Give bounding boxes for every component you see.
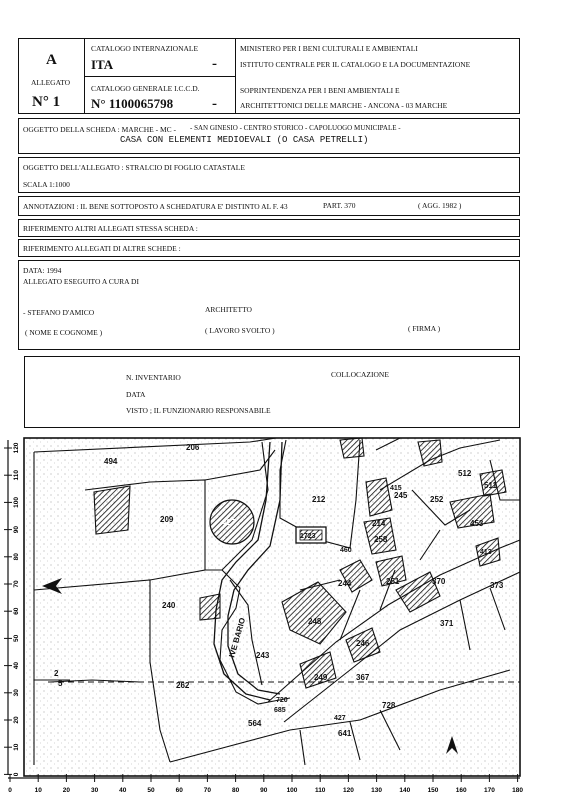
building-240 <box>200 594 220 620</box>
parcel-label: 212 <box>312 495 326 504</box>
ruler-v-label: 20 <box>13 716 20 724</box>
parcel-label: 2 <box>54 669 59 678</box>
parcel-label: 262 <box>176 681 190 690</box>
ruler-v-label: 60 <box>13 607 20 615</box>
parcel-label: 251 <box>386 577 400 586</box>
parcel-label: 1723 <box>300 533 316 540</box>
parcel-label: 641 <box>338 729 352 738</box>
oggetto-scheda-label: OGGETTO DELLA SCHEDA : MARCHE - MC - <box>23 125 176 134</box>
parcel-label: 240 <box>162 601 176 610</box>
parcel-label: 460 <box>340 547 352 554</box>
dash-2: - <box>212 96 217 112</box>
ruler-v-label: 30 <box>13 689 20 697</box>
ruler-h-label: 40 <box>119 787 127 794</box>
ruler-h-label: 170 <box>483 787 495 794</box>
parcel-label: 373 <box>490 581 504 590</box>
cadastral-map <box>0 430 582 800</box>
parcel-label: 246 <box>356 639 370 648</box>
ruler-v-label: 50 <box>13 634 20 643</box>
ruler-h-label: 180 <box>512 787 524 794</box>
street-label: IVE BARIO <box>227 616 248 659</box>
catalogo-generale-label: CATALOGO GENERALE I.C.C.D. <box>91 84 200 93</box>
annotazioni-part: PART. 370 <box>323 201 356 210</box>
annotazioni-label: ANNOTAZIONI : IL BENE SOTTOPOSTO A SCHEDATURA E' DISTINTO AL F. 43 <box>23 202 288 211</box>
parcel-label: 728 <box>382 701 396 710</box>
parcel-label: 244 <box>338 579 352 588</box>
parcel-label: 206 <box>186 443 200 452</box>
signature-caption: ( FIRMA ) <box>408 324 441 333</box>
riferimento-stessa-text: RIFERIMENTO ALTRI ALLEGATI STESSA SCHEDA : <box>23 224 198 233</box>
n-inventario: N. INVENTARIO <box>126 373 181 382</box>
ruler-v-label: 40 <box>13 661 20 670</box>
ruler-v-label: 80 <box>13 553 20 561</box>
parcel-label: 415 <box>390 485 402 492</box>
ruler-h-label: 70 <box>203 787 212 794</box>
ministero-text: MINISTERO PER I BENI CULTURALI E AMBIENTALI <box>240 44 418 53</box>
catalogo-generale-value: N° 1100065798 <box>91 96 174 111</box>
parcel-label: 5 <box>58 679 63 688</box>
parcel-label: 453 <box>470 519 484 528</box>
oggetto-scheda-subject: CASA CON ELEMENTI MEDIOEVALI (O CASA PETRELLI) <box>120 135 369 145</box>
parcel-label: 258 <box>374 535 388 544</box>
author-role: ARCHITETTO <box>205 305 252 314</box>
parcel-label: 427 <box>334 715 346 722</box>
parcel-label: 249 <box>314 673 328 682</box>
ruler-h-label: 10 <box>34 787 42 794</box>
parcel-label: 371 <box>440 619 454 628</box>
parcel-label: 720 <box>276 697 288 704</box>
ruler-h-label: 80 <box>231 787 240 794</box>
ruler-v-label: 90 <box>13 525 20 534</box>
parcel-label: 494 <box>104 457 118 466</box>
ruler-v-label: 10 <box>13 743 20 751</box>
parcel-label: 214 <box>372 519 386 528</box>
building-top <box>340 438 364 458</box>
annotazioni-agg: ( AGG. 1982 ) <box>418 201 462 210</box>
ruler-h-label: 60 <box>175 787 183 794</box>
role-caption: ( LAVORO SVOLTO ) <box>205 326 275 335</box>
parcel-label: 413 <box>480 549 492 556</box>
ruler-h-label: 160 <box>455 787 467 794</box>
soprintendenza-line2: ARCHITETTONICI DELLE MARCHE - ANCONA - 03 MARCHE <box>240 101 448 110</box>
ruler-h-label: 120 <box>342 787 354 794</box>
author-name: - STEFANO D'AMICO <box>23 308 95 317</box>
parcel-label: 209 <box>160 515 174 524</box>
parcel-label: 252 <box>430 495 444 504</box>
oggetto-scheda-location: - SAN GINESIO - CENTRO STORICO - CAPOLUOGO MUNICIPALE - <box>190 124 401 132</box>
parcel-label: 370 <box>432 577 446 586</box>
oggetto-allegato-label: OGGETTO DELL'ALLEGATO : STRALCIO DI FOGLIO CATASTALE <box>23 163 245 172</box>
collocazione: COLLOCAZIONE <box>331 370 389 379</box>
parcel-label: 245 <box>394 491 408 500</box>
allegato-letter: A <box>46 52 57 68</box>
ruler-h-label: 50 <box>147 787 155 794</box>
parcel-label: 248 <box>308 617 322 626</box>
data-text: DATA: 1994 <box>23 266 62 275</box>
parcel-label: 512 <box>458 469 472 478</box>
building-209 <box>94 486 130 534</box>
ruler-h-label: 90 <box>260 787 268 794</box>
parcel-label: 427 <box>222 518 236 527</box>
parcel-label: 564 <box>248 719 262 728</box>
ruler-h-label: 0 <box>8 787 12 794</box>
allegato-number: N° 1 <box>32 94 61 110</box>
ruler-h-label: 130 <box>371 787 383 794</box>
ruler-v-label: 0 <box>13 772 20 777</box>
scale-text: SCALA 1:1000 <box>23 180 70 189</box>
ruler-v-label: 120 <box>13 442 20 454</box>
header-divider-3 <box>84 76 235 77</box>
inventario-data: DATA <box>126 390 146 399</box>
catalogo-internazionale-label: CATALOGO INTERNAZIONALE <box>91 44 199 53</box>
ruler-h-label: 140 <box>399 787 411 794</box>
ruler-h-label: 150 <box>427 787 439 794</box>
header-divider-2 <box>235 38 236 114</box>
name-caption: ( NOME E COGNOME ) <box>25 328 103 337</box>
parcel-label: 685 <box>274 707 286 714</box>
ruler-h-label: 100 <box>286 787 298 794</box>
ruler-v-label: 110 <box>13 469 20 481</box>
allegato-label: ALLEGATO <box>31 78 71 87</box>
parcel-label: 243 <box>256 651 270 660</box>
soprintendenza-line1: SOPRINTENDENZA PER I BENI AMBIENTALI E <box>240 86 400 95</box>
ruler-h-label: 20 <box>62 787 71 794</box>
ruler-v-label: 100 <box>13 496 20 508</box>
inventario-box <box>24 356 520 428</box>
ruler-v-label: 70 <box>13 580 20 588</box>
catalogo-internazionale-value: ITA <box>91 57 114 72</box>
eseguito-text: ALLEGATO ESEGUITO A CURA DI <box>23 277 139 286</box>
riferimento-altre-text: RIFERIMENTO ALLEGATI DI ALTRE SCHEDE : <box>23 244 181 253</box>
dash-1: - <box>212 56 217 72</box>
visto-text: VISTO ; IL FUNZIONARIO RESPONSABILE <box>126 406 271 415</box>
parcel-label: 511 <box>484 481 497 490</box>
parcel-label: 367 <box>356 673 370 682</box>
ruler-h-label: 30 <box>90 787 99 794</box>
istituto-text: ISTITUTO CENTRALE PER IL CATALOGO E LA DOCUMENTAZIONE <box>240 60 471 69</box>
ruler-h-label: 110 <box>314 787 326 794</box>
